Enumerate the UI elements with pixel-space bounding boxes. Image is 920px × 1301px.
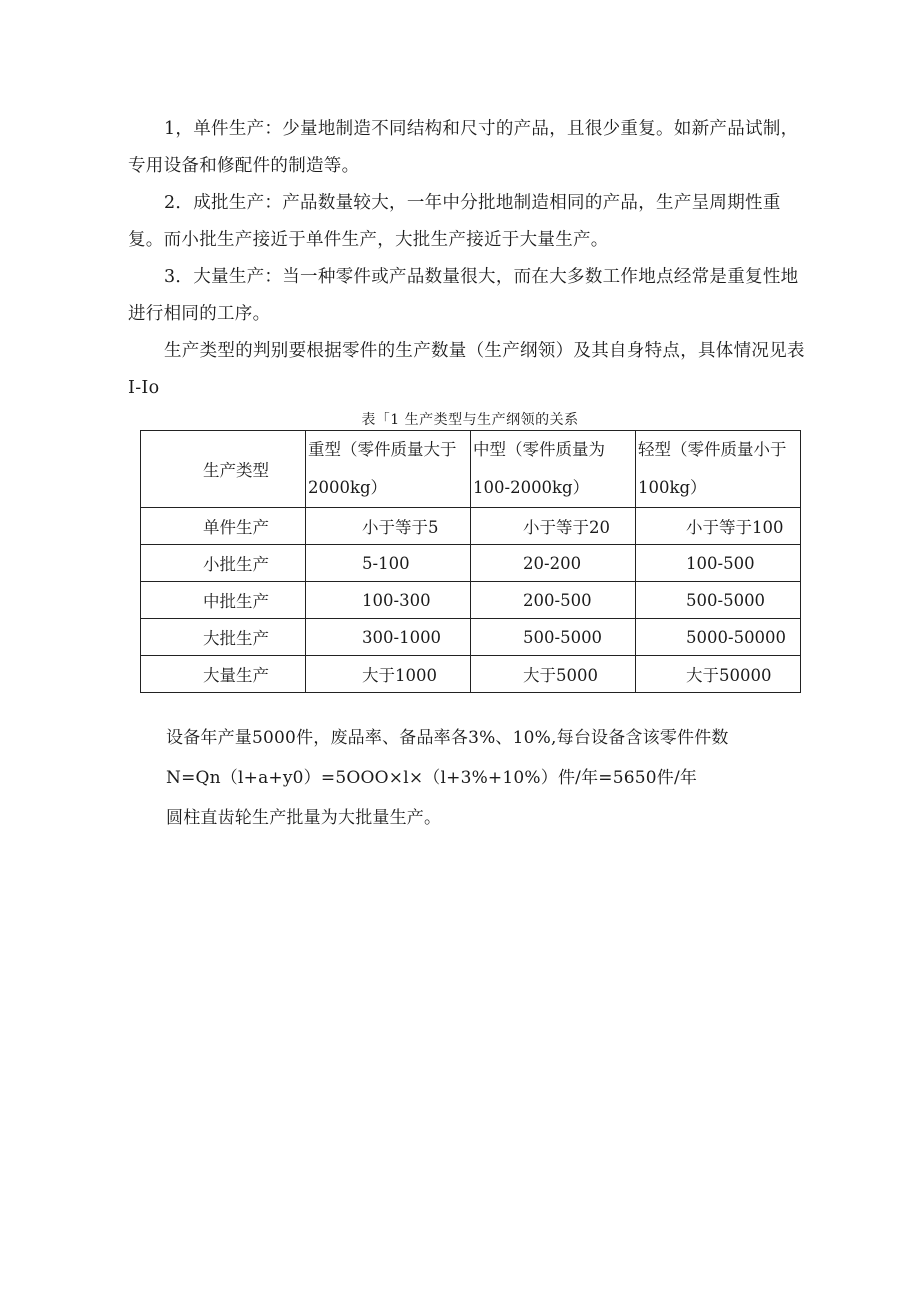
paragraph-single-production: 1，单件生产：少量地制造不同结构和尺寸的产品，且很少重复。如新产品试制，专用设备和修配件的制造等。 (128, 119, 799, 176)
table-row (141, 545, 801, 582)
table-cell (636, 545, 801, 582)
row-label: 单件生产 (141, 508, 306, 545)
cell-value: 300-1000 (362, 627, 442, 647)
cell-value: 大于5000 (523, 666, 598, 685)
table-cell (306, 545, 471, 582)
table-cell (306, 656, 471, 693)
row-label: 中批生产 (141, 582, 306, 619)
cell-value: 大于50000 (686, 666, 772, 685)
calc-annual-output: 设备年产量5000件，废品率、备品率各3%、10%,每台设备含该零件件数 (166, 728, 729, 748)
cell-value: 500-5000 (523, 627, 603, 647)
table-row (141, 619, 801, 656)
table-cell (306, 582, 471, 619)
cell-value: 5-100 (362, 553, 410, 573)
row-label: 大批生产 (141, 619, 306, 656)
table-cell (636, 582, 801, 619)
paragraph-production-type-judgement: 生产类型的判别要根据零件的生产数量（生产纲领）及其自身特点，具体情况见表I-Io (128, 341, 805, 398)
cell-value: 500-5000 (686, 590, 766, 610)
calc-conclusion: 圆柱直齿轮生产批量为大批量生产。 (166, 808, 442, 828)
cell-value: 小于等于100 (686, 518, 784, 537)
calc-formula: N=Qn（l+a+y0）=5OOO×l×（l+3%+10%）件/年=5650件/年 (166, 768, 698, 788)
cell-value: 小于等于20 (523, 518, 610, 537)
table-cell (471, 508, 636, 545)
paragraph-mass-production: 3．大量生产：当一种零件或产品数量很大，而在大多数工作地点经常是重复性地进行相同的工序。 (128, 267, 799, 324)
table-cell (471, 619, 636, 656)
cell-value: 大于1000 (362, 666, 437, 685)
row-label: 大量生产 (141, 656, 306, 693)
header-medium: 中型（零件质量为100-2000kg） (471, 431, 636, 508)
cell-value: 200-500 (523, 590, 592, 610)
cell-value: 20-200 (523, 553, 582, 573)
cell-value: 5000-50000 (686, 627, 787, 647)
table-cell (306, 619, 471, 656)
table-row (141, 582, 801, 619)
table-cell (636, 656, 801, 693)
table-row (141, 656, 801, 693)
header-heavy: 重型（零件质量大于2000kg） (306, 431, 471, 508)
cell-value: 100-300 (362, 590, 431, 610)
table-cell (471, 582, 636, 619)
header-light: 轻型（零件质量小于100kg） (636, 431, 801, 508)
table-cell (636, 619, 801, 656)
header-production-type: 生产类型 (141, 431, 306, 508)
table-header-row (141, 431, 801, 508)
cell-value: 100-500 (686, 553, 755, 573)
row-label: 小批生产 (141, 545, 306, 582)
table-row (141, 508, 801, 545)
table-cell (636, 508, 801, 545)
table-caption: 表「1 生产类型与生产纲领的关系 (361, 412, 579, 428)
production-type-table (140, 430, 801, 693)
cell-value: 小于等于5 (362, 518, 439, 537)
table-cell (471, 545, 636, 582)
table-cell (306, 508, 471, 545)
paragraph-batch-production: 2．成批生产：产品数量较大，一年中分批地制造相同的产品，生产呈周期性重复。而小批生产接近于单件生产，大批生产接近于大量生产。 (128, 193, 781, 250)
table-cell (471, 656, 636, 693)
